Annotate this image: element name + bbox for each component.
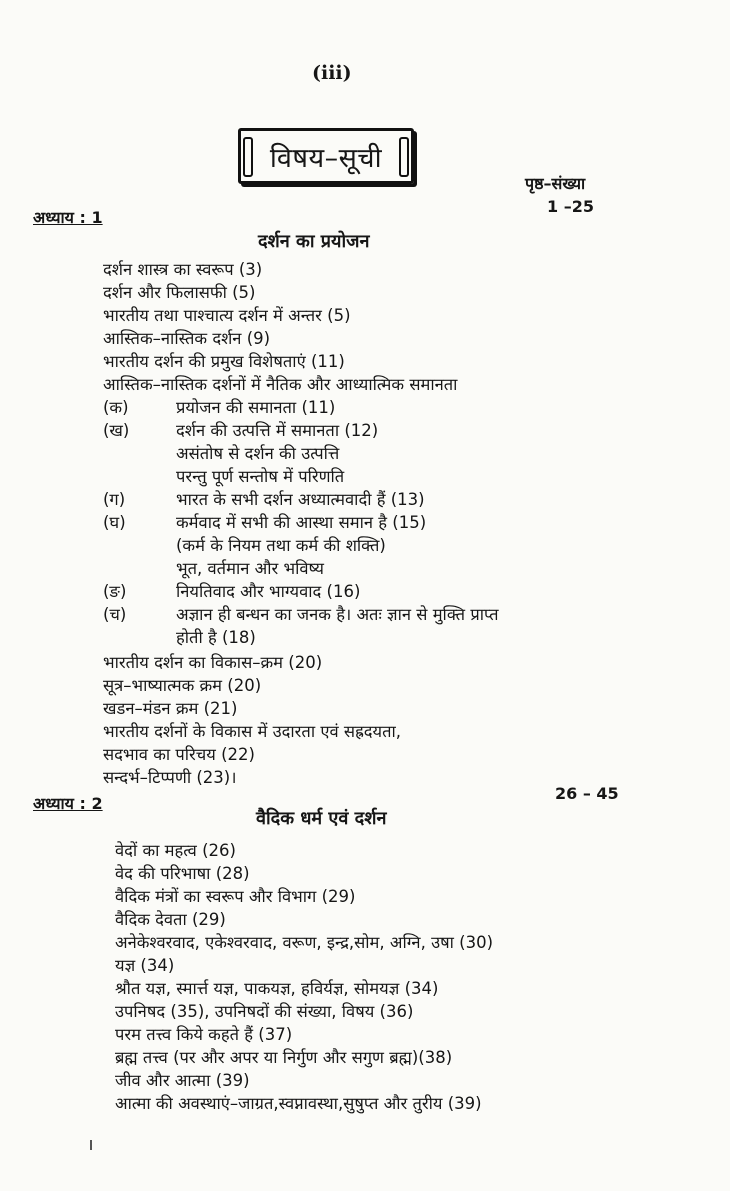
toc-line: वैदिक देवता (29) [115,910,226,929]
sub-item-line: असंतोष से दर्शन की उत्पत्ति [176,444,340,463]
chapter-1-label: अध्याय : 1 [33,208,103,227]
sub-item-marker: (च) [103,605,127,624]
page-title: विषय–सूची [269,142,383,174]
toc-line: परम तत्त्व किये कहते हैं (37) [115,1025,293,1044]
toc-line: भारतीय दर्शन का विकास–क्रम (20) [103,653,323,672]
toc-line: भारतीय दर्शन की प्रमुख विशेषताएं (11) [103,352,345,371]
sub-item-marker: (ग) [103,490,126,509]
toc-line: आस्तिक–नास्तिक दर्शन (9) [103,329,271,348]
sub-item-marker: (ख) [103,421,130,440]
page-number: (iii) [312,62,352,84]
toc-line: उपनिषद (35), उपनिषदों की संख्या, विषय (36) [115,1002,414,1021]
toc-line: वैदिक मंत्रों का स्वरूप और विभाग (29) [115,887,356,906]
toc-line: आस्तिक–नास्तिक दर्शनों में नैतिक और आध्यात्मिक समानता [103,375,458,394]
toc-line: सन्दर्भ–टिप्पणी (23)। [103,768,237,787]
toc-line: सूत्र–भाष्यात्मक क्रम (20) [103,676,262,695]
sub-item-line: भूत, वर्तमान और भविष्य [176,559,324,578]
sub-item-line: (कर्म के नियम तथा कर्म की शक्ति) [176,536,386,555]
toc-line: दर्शन और फिलासफी (5) [103,283,256,302]
toc-line: भारतीय दर्शनों के विकास में उदारता एवं सह्रदयता, [103,722,402,741]
heading-scroll-frame [238,128,414,184]
sub-item-line: होती है (18) [176,628,256,647]
sub-item-line: अज्ञान ही बन्धन का जनक है। अतः ज्ञान से मुक्ति प्राप्त [176,605,499,624]
toc-line: जीव और आत्मा (39) [115,1071,250,1090]
toc-line: ब्रह्म तत्त्व (पर और अपर या निर्गुण और सगुण ब्रह्म)(38) [115,1048,453,1067]
sub-item-marker: (ङ) [103,582,127,601]
toc-line: वेद की परिभाषा (28) [115,864,250,883]
print-speck [90,1140,98,1150]
sub-item-line: भारत के सभी दर्शन अध्यात्मवादी हैं (13) [176,490,425,509]
sub-item-line: परन्तु पूर्ण सन्तोष में परिणति [176,467,345,486]
chapter-1-title: दर्शन का प्रयोजन [258,231,370,252]
page-column-label: पृष्ठ–संख्या [525,174,586,193]
sub-item-line: दर्शन की उत्पत्ति में समानता (12) [176,421,379,440]
toc-line: श्रौत यज्ञ, स्मार्त्त यज्ञ, पाकयज्ञ, हविर्यज्ञ, सोमयज्ञ (34) [115,979,439,998]
sub-item-line: नियतिवाद और भाग्यवाद (16) [176,582,361,601]
toc-line: दर्शन शास्त्र का स्वरूप (3) [103,260,263,279]
sub-item-marker: (क) [103,398,129,417]
toc-line: खडन–मंडन क्रम (21) [103,699,238,718]
chapter-2-label: अध्याय : 2 [33,794,103,813]
sub-item-marker: (घ) [103,513,126,532]
toc-line: वेदों का महत्व (26) [115,841,236,860]
chapter-2-title: वैदिक धर्म एवं दर्शन [256,808,387,829]
toc-line: भारतीय तथा पाश्चात्य दर्शन में अन्तर (5) [103,306,351,325]
sub-item-line: कर्मवाद में सभी की आस्था समान है (15) [176,513,427,532]
toc-line: अनेकेश्वरवाद, एकेश्वरवाद, वरूण, इन्द्र,सोम, अग्नि, उषा (30) [115,933,494,952]
chapter-2-page-range: 26 – 45 [555,784,619,803]
sub-item-line: प्रयोजन की समानता (11) [176,398,336,417]
toc-line: आत्मा की अवस्थाएं–जाग्रत,स्वप्नावस्था,सुषुप्त और तुरीय (39) [115,1094,482,1113]
toc-line: यज्ञ (34) [115,956,175,975]
chapter-1-page-range: 1 –25 [547,197,594,216]
toc-line: सदभाव का परिचय (22) [103,745,255,764]
